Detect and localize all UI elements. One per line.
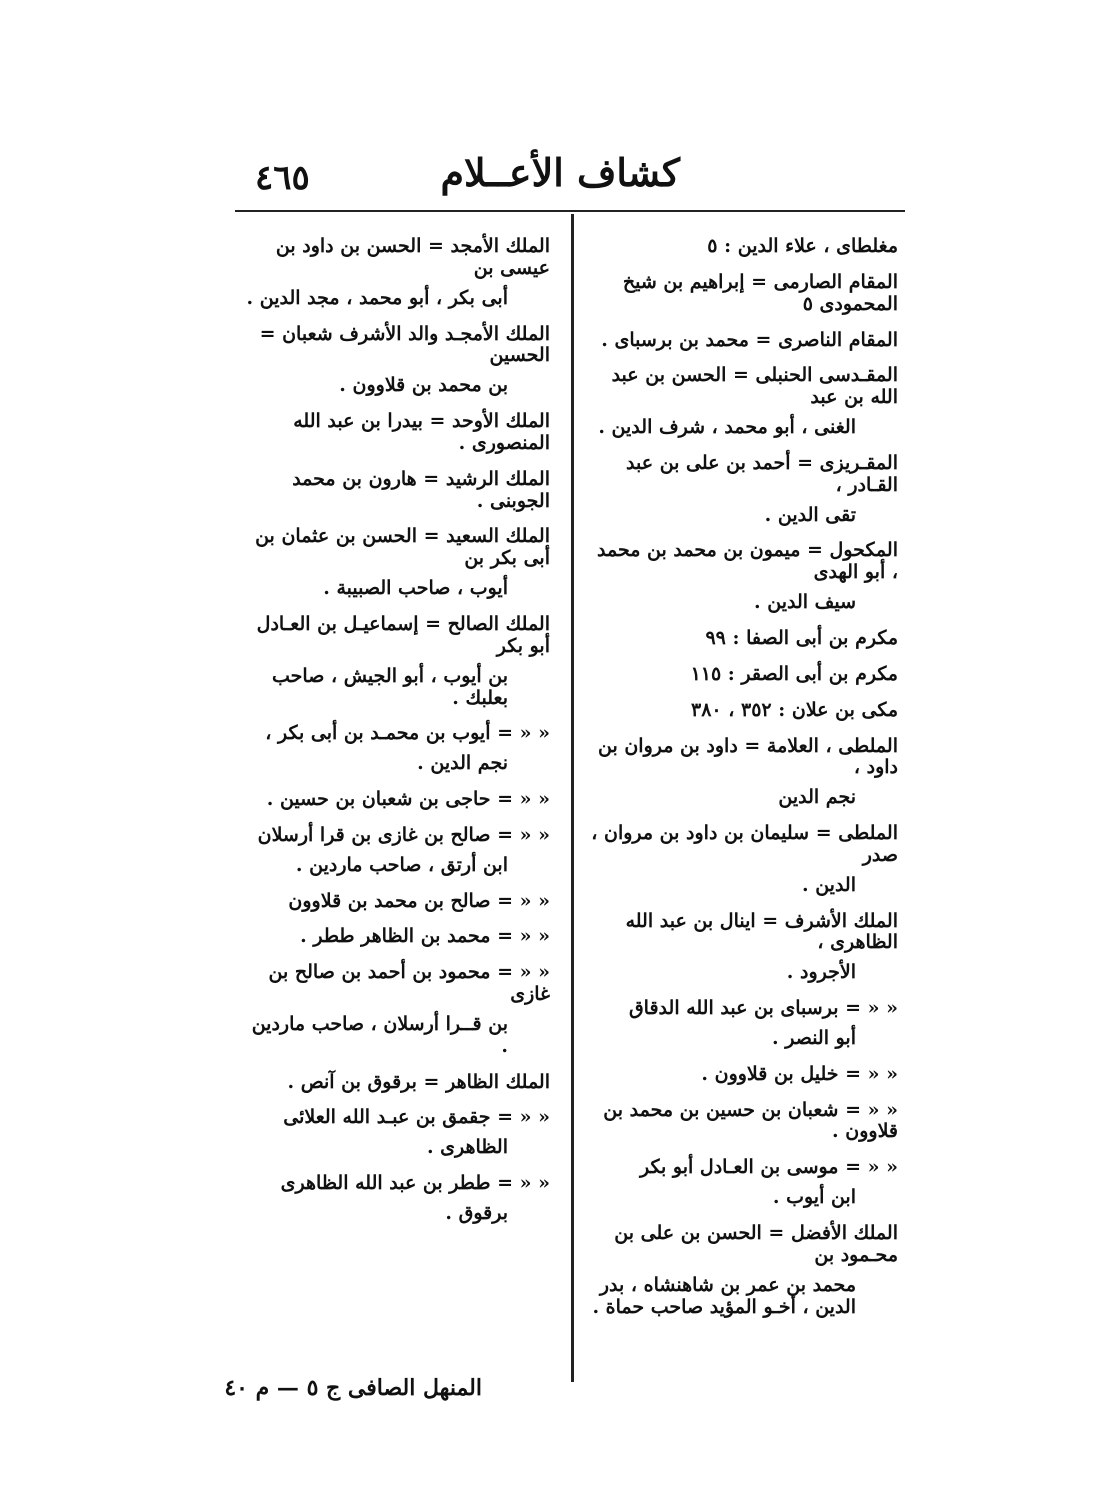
entry-line: الملك الأمجد = الحسن بن داود بن عيسى بن [275, 235, 550, 279]
entry-continuation: أبى بكر ، أبو محمد ، مجد الدين . [246, 286, 508, 309]
page-footer: المنهل الصافى ج ٥ — م ٤٠ [224, 1375, 482, 1401]
index-entry [588, 700, 898, 722]
left-column [240, 236, 550, 1239]
index-entry [240, 723, 550, 775]
index-entry [240, 926, 550, 948]
page-number: ٤٦٥ [255, 158, 310, 198]
index-entry [240, 825, 550, 877]
entry-continuation: بن أيوب ، أبو الجيش ، صاحب بعلبك . [272, 664, 508, 709]
index-entry [588, 1157, 898, 1209]
entry-line: « « = أيوب بن محمـد بن أبى بكر ، [265, 722, 550, 745]
entry-line: الملك الرشيد = هارون بن محمد الجوبنى . [292, 467, 550, 512]
entry-continuation: الغنى ، أبو محمد ، شرف الدين . [598, 416, 856, 439]
entry-line: الملك السعيد = الحسن بن عثمان بن أبى بكر بن [255, 525, 550, 570]
index-entry [588, 453, 898, 527]
entry-line: « « = محمد بن الظاهر ططر . [300, 925, 550, 948]
index-entry [588, 628, 898, 650]
index-entry [240, 614, 550, 709]
entry-line: مكرم بن أبى الصقر : ١١٥ [690, 662, 898, 685]
index-entry [588, 540, 898, 614]
entry-line: المقـدسى الحنبلى = الحسن بن عبد الله بن عبد [611, 364, 898, 409]
entry-line: الملك الظاهر = برقوق بن آنص . [287, 1070, 550, 1093]
entry-line: المقام الناصرى = محمد بن برسباى . [601, 328, 898, 351]
entry-line: « « = ططر بن عبد الله الظاهرى [280, 1172, 550, 1195]
index-entry [240, 891, 550, 913]
index-entry [240, 1173, 550, 1225]
index-entry [240, 411, 550, 455]
entry-line: مغلطاى ، علاء الدين : ٥ [707, 235, 898, 257]
entry-line: « « = شعبان بن حسين بن محمد بن قلاوون . [603, 1098, 898, 1143]
index-entry [588, 365, 898, 439]
entry-continuation: أيوب ، صاحب الصبيبة . [323, 577, 508, 600]
index-entry [588, 1100, 898, 1144]
index-entry [240, 526, 550, 600]
index-entry [588, 823, 898, 897]
entry-continuation: ابن أرتق ، صاحب ماردين . [295, 853, 508, 876]
running-title: كشاف الأعــلام [440, 150, 680, 195]
entry-line: « « = حاجى بن شعبان بن حسين . [266, 788, 550, 811]
index-entry [588, 911, 898, 985]
index-entry [588, 236, 898, 258]
index-entry [588, 736, 898, 810]
entry-line: الملطى ، العلامة = داود بن مروان بن داود ، [597, 734, 898, 779]
index-entry [588, 664, 898, 686]
entry-continuation: بن قــرا أرسلان ، صاحب ماردين . [251, 1012, 508, 1057]
index-entry [588, 330, 898, 352]
right-column [588, 236, 898, 1332]
entry-line: الملك الأوحد = بيدرا بن عبد الله المنصورى . [293, 410, 550, 454]
entry-line: « « = محمود بن أحمد بن صالح بن غازى [268, 961, 550, 1006]
entry-continuation: بن محمد بن قلاوون . [339, 374, 508, 397]
entry-continuation: الظاهرى . [426, 1136, 508, 1159]
column-divider [571, 214, 574, 1382]
entry-line: « « = صالح بن غازى بن قرا أرسلان [257, 823, 550, 846]
entry-line: مكرم بن أبى الصفا : ٩٩ [705, 626, 898, 649]
entry-line: مكى بن علان : ٣٥٢ ، ٣٨٠ [691, 698, 898, 721]
entry-continuation: نجم الدين [778, 786, 856, 809]
index-entry [240, 962, 550, 1057]
entry-continuation: ابن أيوب . [772, 1186, 856, 1209]
entry-line: المقـريزى = أحمد بن على بن عبد القـادر ، [626, 451, 898, 496]
entry-line: « « = صالح بن محمد بن قلاوون [288, 889, 550, 912]
index-entry [588, 998, 898, 1050]
entry-continuation: سيف الدين . [754, 591, 856, 614]
index-entry [240, 324, 550, 398]
entry-line: « « = خليل بن قلاوون . [701, 1062, 898, 1085]
index-entry [588, 1223, 898, 1318]
index-entry [588, 1064, 898, 1086]
entry-continuation: محمد بن عمر بن شاهنشاه ، بدر الدين ، أخـو المؤيد صاحب حماة . [592, 1273, 856, 1318]
entry-line: الملك الأفضل = الحسن بن على بن محـمود بن [614, 1222, 898, 1266]
entry-line: المكحول = ميمون بن محمد بن محمد ، أبو الهدى [596, 539, 898, 584]
entry-continuation: أبو النصر . [772, 1026, 856, 1049]
entry-line: « « = موسى بن العـادل أبو بكر [640, 1156, 898, 1179]
entry-line: الملك الصالح = إسماعيـل بن العـادل أبو بكر [256, 612, 550, 657]
entry-line: الملطى = سليمان بن داود بن مروان ، صدر [591, 822, 898, 866]
entry-continuation: الأجرود . [786, 961, 856, 984]
entry-line: الملك الأمجـد والد الأشرف شعبان = الحسين [259, 322, 550, 367]
index-entry [240, 469, 550, 513]
index-entry [588, 272, 898, 316]
entry-line: « « = برسباى بن عبد الله الدقاق [628, 997, 898, 1020]
entry-continuation: الدين . [801, 873, 856, 896]
index-entry [240, 1107, 550, 1159]
entry-line: « « = جقمق بن عبـد الله العلائى [283, 1106, 550, 1129]
entry-continuation: نجم الدين . [417, 752, 508, 775]
entry-line: الملك الأشرف = اينال بن عبد الله الظاهرى ، [625, 909, 898, 954]
entry-continuation: برقوق . [445, 1202, 508, 1224]
entry-continuation: تقى الدين . [764, 503, 856, 526]
header-rule [235, 210, 905, 212]
index-entry [240, 236, 550, 310]
entry-line: المقام الصارمى = إبراهيم بن شيخ المحمودى ٥ [622, 270, 898, 315]
index-entry [240, 789, 550, 811]
index-entry [240, 1072, 550, 1094]
